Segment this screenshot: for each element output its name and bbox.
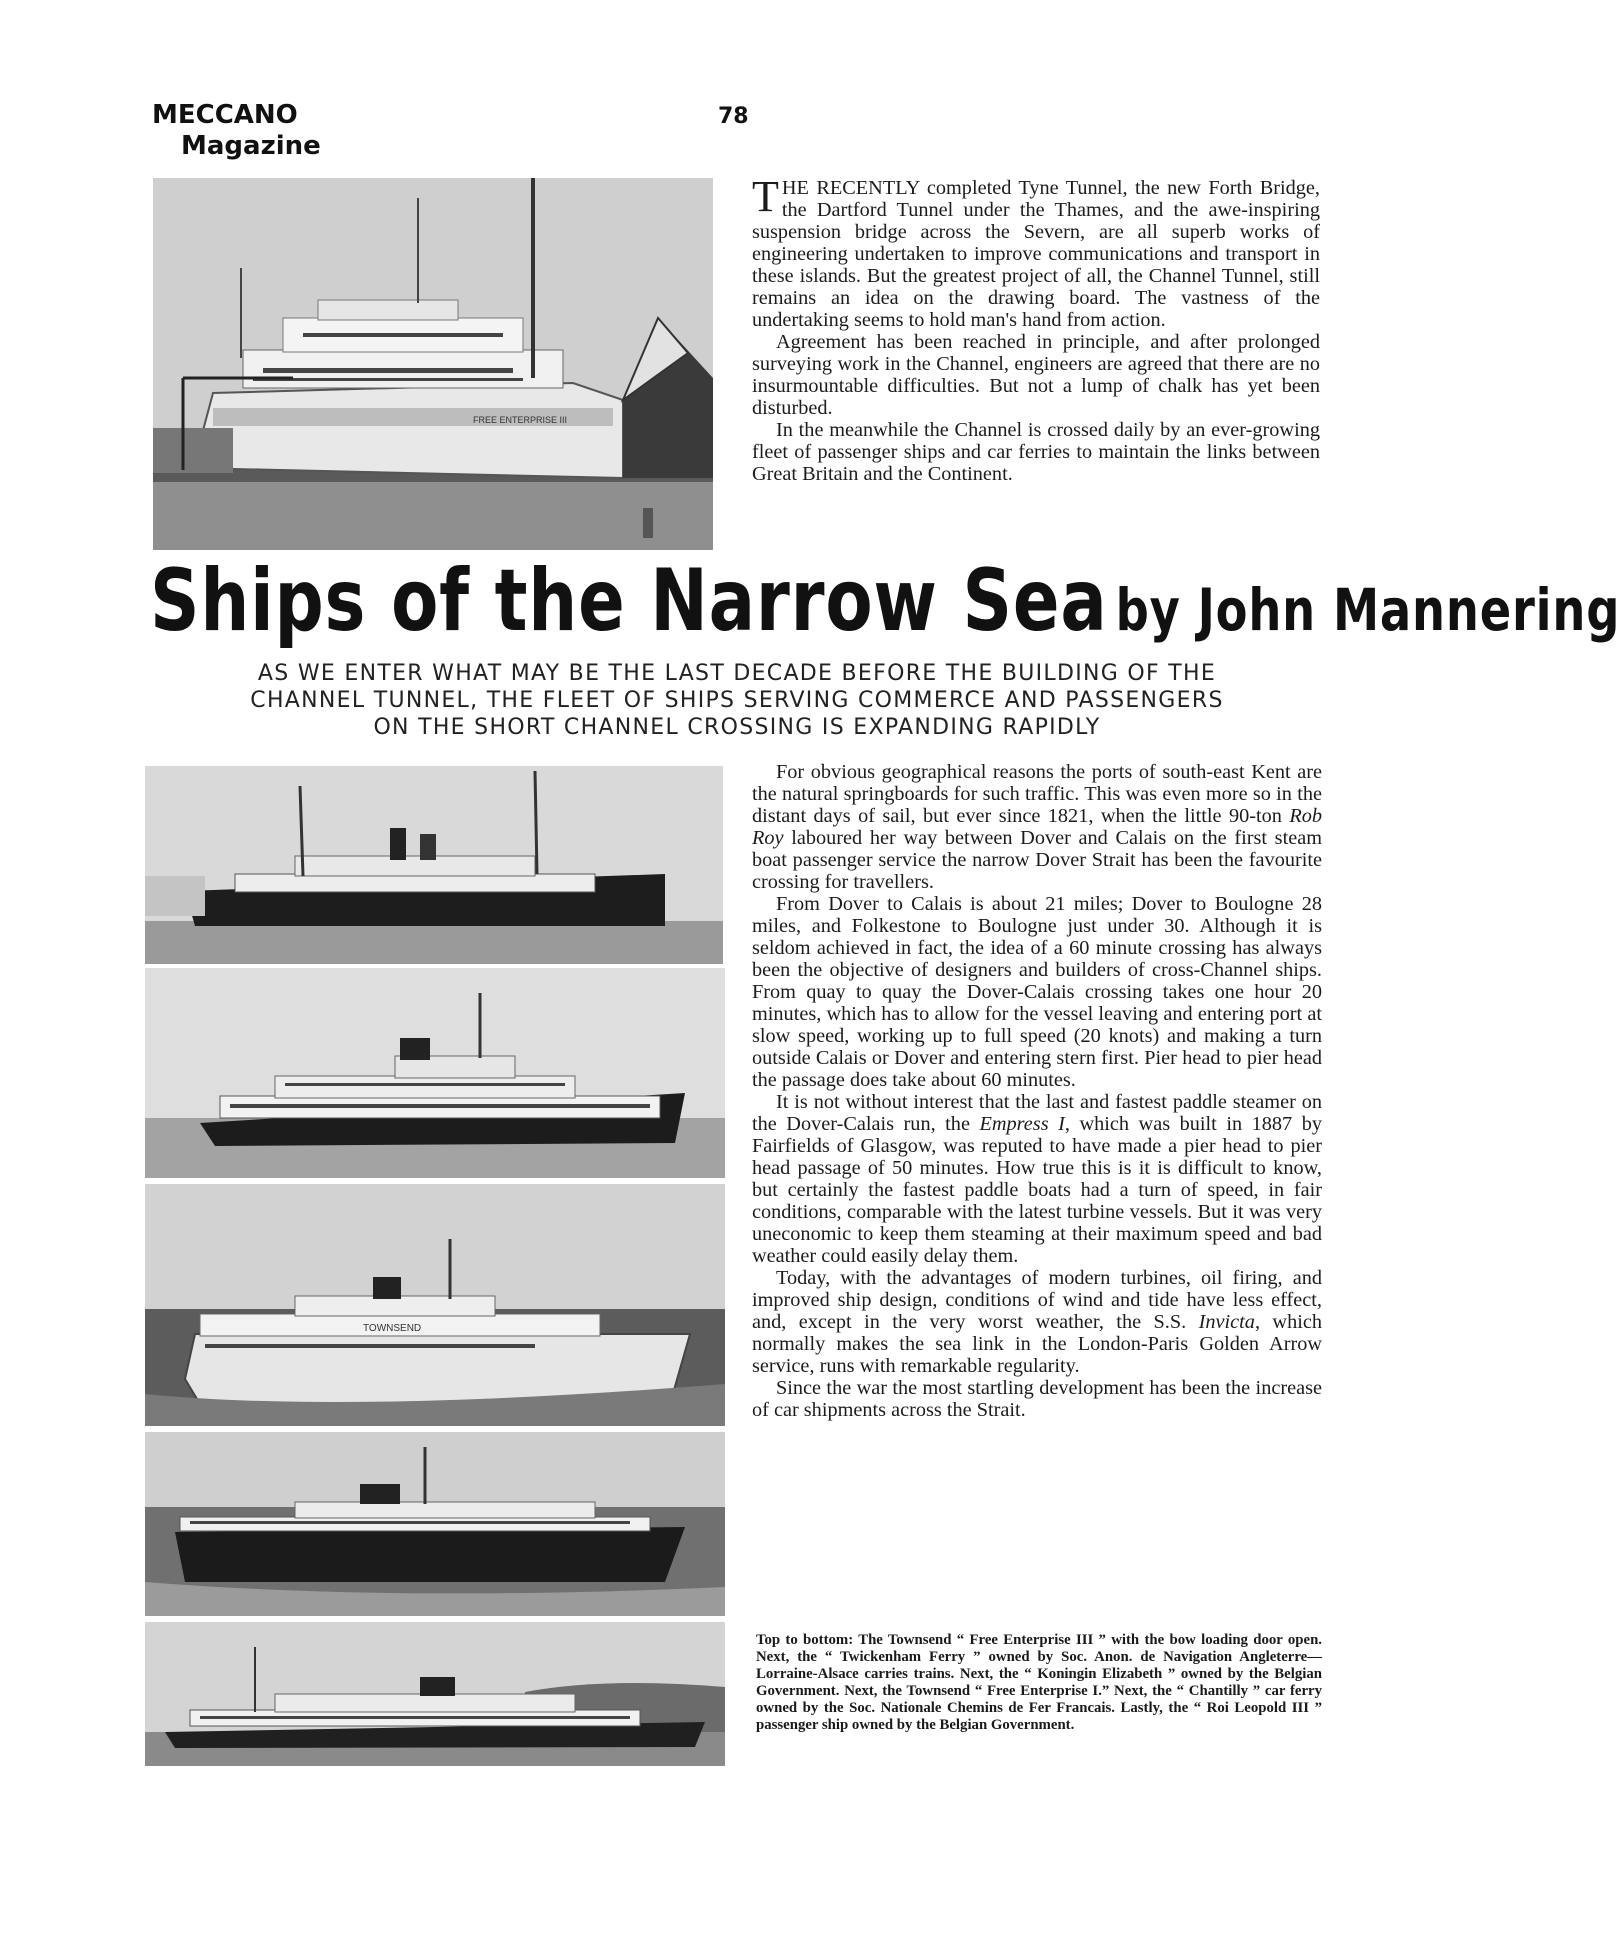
main-paragraph-5: Since the war the most startling development has been the increase of car shipments across the Strait. [752,1377,1322,1421]
article-byline: by John Mannering [1115,576,1620,644]
photo-free-enterprise-iii [153,178,713,550]
article-title: Ships of the Narrow Sea [150,551,1108,651]
main-paragraph-1: For obvious geographical reasons the ports of south-east Kent are the natural springboards for such traffic. This was even more so in the distant days of sail, but ever since 1821, when the little 90-ton Rob Roy laboured her way between Dover and Calais on the first steam boat passenger service the narrow Dover Strait has been the favourite crossing for travellers. [752,761,1322,893]
photo-caption: Top to bottom: The Townsend “ Free Enterprise III ” with the bow loading door open. Next, the “ Twickenham Ferry ” owned by Soc. Anon. de Navigation Angleterre—Lorraine-Alsace carries trains. Next, the “ Koningin Elizabeth ” owned by the Belgian Government. Next, the Townsend “ Free Enterprise I.” Next, the “ Chantilly ” car ferry owned by the Soc. Nationale Chemins de Fer Francais. Lastly, the “ Roi Leopold III ” passenger ship owned by the Belgian Government. [756,1632,1322,1733]
main-text [752,761,1322,1421]
photo-free-enterprise-i [145,1184,725,1426]
photo-twickenham-ferry [145,766,723,964]
photo-chantilly [145,1432,725,1616]
main-paragraph-2: From Dover to Calais is about 21 miles; Dover to Boulogne 28 miles, and Folkestone to Boulogne just under 30. Although it is seldom achieved in fact, the idea of a 60 minute crossing has always been the objective of designers and builders of cross-Channel ships. From quay to quay the Dover-Calais crossing takes one hour 20 minutes, which has to allow for the vessel leaving and entering port at slow speed, working up to full speed (20 knots) and making a turn outside Calais or Dover and entering stern first. Pier head to pier head the passage does take about 60 minutes. [752,893,1322,1091]
hull-name-text: FREE ENTERPRISE III [473,415,568,425]
photo-koningin-elizabeth [145,968,725,1178]
standfirst: AS WE ENTER WHAT MAY BE THE LAST DECADE BEFORE THE BUILDING OF THE CHANNEL TUNNEL, THE FLEET OF SHIPS SERVING COMMERCE AND PASSENGERS ON THE SHORT CHANNEL CROSSING IS EXPANDING RAPIDLY [250,661,1224,740]
article-headline [150,551,1620,655]
masthead-title: MECCANO [152,100,298,130]
intro-text [752,172,1320,485]
intro-paragraph-3: In the meanwhile the Channel is crossed daily by an ever-growing fleet of passenger ships and car ferries to maintain the links between Great Britain and the Continent. [752,419,1320,485]
drop-cap: T [752,172,779,221]
main-paragraph-4: Today, with the advantages of modern turbines, oil firing, and improved ship design, conditions of wind and tide have less effect, and, except in the very worst weather, the S.S. Invicta, which normally makes the sea link in the London-Paris Golden Arrow service, runs with remarkable regularity. [752,1267,1322,1377]
photo-roi-leopold-iii [145,1622,725,1766]
hull-townsend-text: TOWNSEND [363,1323,422,1334]
masthead-subtitle: Magazine [181,131,321,161]
main-paragraph-3: It is not without interest that the last and fastest paddle steamer on the Dover-Calais run, the Empress I, which was built in 1887 by Fairfields of Glasgow, was reputed to have made a pier head to pier head passage of 50 minutes. How true this is it is difficult to know, but certainly the fastest paddle boats had a turn of speed, in fair conditions, comparable with the latest turbine vessels. But it was very uneconomic to keep them steaming at their maximum speed and bad weather could easily delay them. [752,1091,1322,1267]
intro-paragraph-1: THE RECENTLY completed Tyne Tunnel, the new Forth Bridge, the Dartford Tunnel under the Thames, and the awe-inspiring suspension bridge across the Severn, are all superb works of engineering undertaken to improve communications and transport in these islands. But the greatest project of all, the Channel Tunnel, still remains an idea on the drawing board. The vastness of the undertaking seems to hold man's hand from action. [752,172,1320,331]
intro-paragraph-2: Agreement has been reached in principle, and after prolonged surveying work in the Channel, engineers are agreed that there are no insurmountable difficulties. But not a lump of chalk has yet been disturbed. [752,331,1320,419]
page-number: 78 [718,104,749,129]
masthead [152,100,352,162]
